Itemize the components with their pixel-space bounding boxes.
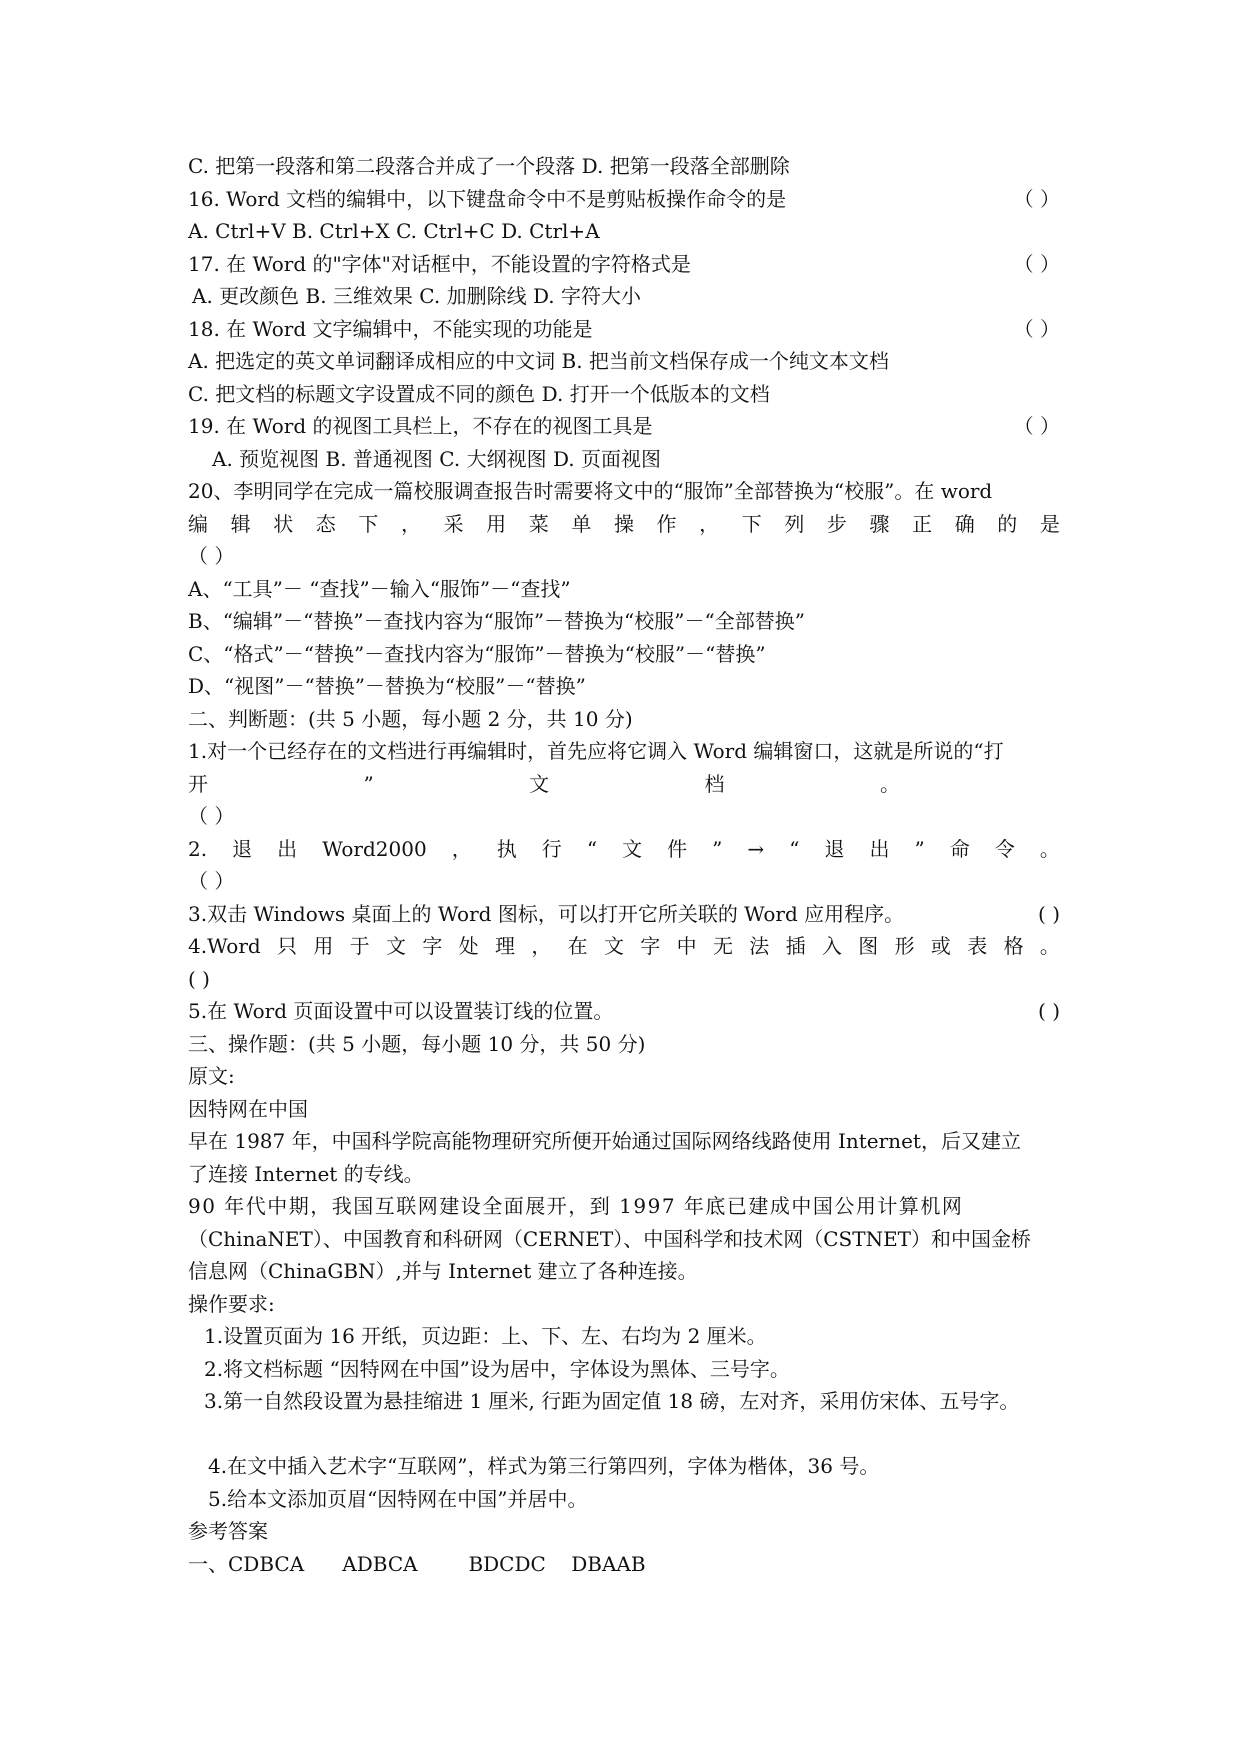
j2-word: ，	[451, 836, 472, 861]
q20-word: 态	[315, 511, 336, 536]
j4-word: 法	[749, 934, 770, 958]
q20-word: 骤	[869, 511, 890, 536]
q20-word: 下	[358, 511, 379, 536]
j4-answer-bracket: ( )	[188, 966, 210, 991]
q18-answer-bracket: （ ）	[1013, 316, 1060, 341]
paragraph-2-line3: 信息网（ChinaGBN）,并与 Internet 建立了各种连接。	[188, 1259, 698, 1283]
q20-option-d: D、“视图”－“替换”－替换为“校服”－“替换”	[188, 674, 586, 698]
document-page	[188, 150, 1060, 1580]
j2-word: 出	[277, 836, 298, 861]
q20-option-b: B、“编辑”－“替换”－查找内容为“服饰”－替换为“校服”－“全部替换”	[188, 609, 805, 633]
q20-word: 列	[784, 511, 805, 536]
blank-line	[188, 1418, 1060, 1451]
j1-word: ”	[363, 771, 374, 796]
q18-option-ab: A. 把选定的英文单词翻译成相应的中文词 B. 把当前文档保存成一个纯文本文档	[188, 349, 889, 373]
q20-stem-line1: 20、李明同学在完成一篇校服调查报告时需要将文中的“服饰”全部替换为“校服”。在 word	[188, 479, 993, 503]
q20-word: 正	[912, 511, 933, 536]
j2-word: “	[789, 836, 800, 861]
j2-answer-bracket: （ ）	[188, 869, 235, 893]
j2-word: 出	[869, 836, 890, 861]
j4-word: 中	[676, 934, 697, 958]
j5-line	[188, 995, 1060, 1028]
q18-option-cd: C. 把文档的标题文字设置成不同的颜色 D. 打开一个低版本的文档	[188, 381, 770, 406]
j4-word: 表	[967, 934, 988, 958]
paragraph-2-line2: （ChinaNET）、中国教育和科研网（CERNET）、中国科学和技术网（CSTNET）和中国金桥	[188, 1226, 1032, 1251]
original-label: 原文:	[188, 1064, 235, 1088]
q19-options: A. 预览视图 B. 普通视图 C. 大纲视图 D. 页面视图	[212, 446, 661, 471]
q20-answer-bracket: （ ）	[188, 544, 235, 568]
q20-word: 是	[1039, 511, 1060, 536]
j2-word: 文	[622, 836, 643, 861]
q16-stem-text: 16. Word 文档的编辑中，以下键盘命令中不是剪贴板操作命令的是	[188, 186, 787, 211]
q20-word: 的	[997, 511, 1018, 536]
q16-options: A. Ctrl+V B. Ctrl+X C. Ctrl+C D. Ctrl+A	[188, 219, 600, 243]
j4-word: 处	[458, 934, 479, 958]
j2-word: →	[747, 836, 765, 861]
q20-word: 采	[443, 511, 464, 536]
j5-text: 5.在 Word 页面设置中可以设置装订线的位置。	[188, 999, 614, 1023]
requirements-label: 操作要求:	[188, 1291, 275, 1316]
q20-word: 下	[741, 511, 762, 536]
requirement-5: 5.给本文添加页眉“因特网在中国”并居中。	[208, 1486, 588, 1511]
j4-word: 无	[712, 934, 733, 958]
q19-stem	[188, 410, 1060, 443]
q20-word: 单	[571, 511, 592, 536]
j4-word: 入	[821, 934, 842, 958]
j4-word: 在	[567, 934, 588, 958]
j2-word: 2.	[188, 836, 208, 861]
j1-line2	[188, 768, 1060, 801]
j4-word: 格	[1003, 934, 1024, 958]
j2-word: 退	[824, 836, 845, 861]
j4-word: 文	[386, 934, 406, 958]
j2-word: ”	[712, 836, 723, 861]
j2-line1	[188, 833, 1060, 866]
j4-line1	[188, 930, 1060, 963]
requirement-2: 2.将文档标题 “因特网在中国”设为居中，字体设为黑体、三号字。	[204, 1356, 790, 1381]
j4-word: 插	[785, 934, 806, 958]
q20-word: 操	[613, 511, 634, 536]
j3-text: 3.双击 Windows 桌面上的 Word 图标，可以打开它所关联的 Word 应用程序。	[188, 901, 905, 926]
q19-answer-bracket: （ ）	[1013, 414, 1060, 438]
j2-word: 。	[1039, 836, 1060, 861]
q16-stem	[188, 183, 1060, 216]
j1-line1: 1.对一个已经存在的文档进行再编辑时，首先应将它调入 Word 编辑窗口，这就是所说的“打	[188, 739, 1004, 763]
j2-word: 执	[496, 836, 517, 861]
section-operation-title: 三、操作题：(共 5 小题，每小题 10 分，共 50 分)	[188, 1031, 646, 1056]
q20-word: 用	[486, 511, 507, 536]
j2-word: 件	[667, 836, 688, 861]
q20-word: 菜	[528, 511, 549, 536]
j4-word: 文	[603, 934, 624, 958]
q20-word: 状	[273, 511, 294, 536]
q20-stem-line2	[188, 508, 1060, 541]
q18-stem	[188, 313, 1060, 346]
q20-word: 辑	[230, 511, 251, 536]
q15-option-cd: C. 把第一段落和第二段落合并成了一个段落 D. 把第一段落全部删除	[188, 154, 790, 178]
j1-word: 。	[879, 771, 900, 796]
q20-option-a: A、“工具”－ “查找”－输入“服饰”－“查找”	[188, 576, 571, 601]
q20-word: 编	[188, 511, 208, 536]
j4-word: 字	[422, 934, 443, 958]
j4-word: 形	[894, 934, 915, 958]
j4-word: 理	[494, 934, 515, 958]
q18-stem-text: 18. 在 Word 文字编辑中，不能实现的功能是	[188, 316, 593, 341]
j2-word: 令	[994, 836, 1015, 861]
q17-answer-bracket: （ ）	[1013, 251, 1060, 276]
q20-word: ，	[400, 511, 421, 536]
q19-stem-text: 19. 在 Word 的视图工具栏上，不存在的视图工具是	[188, 414, 653, 438]
paragraph-1-line1: 早在 1987 年，中国科学院高能物理研究所便开始通过国际网络线路使用 Internet，后又建立	[188, 1129, 1021, 1153]
q17-options: A. 更改颜色 B. 三维效果 C. 加删除线 D. 字符大小	[192, 284, 641, 308]
paragraph-1-line2: 了连接 Internet 的专线。	[188, 1161, 424, 1186]
j4-word: 用	[313, 934, 334, 958]
q17-stem-text: 17. 在 Word 的"字体"对话框中，不能设置的字符格式是	[188, 251, 691, 276]
j2-word: 退	[232, 836, 253, 861]
j5-answer-bracket: ( )	[1038, 999, 1060, 1023]
q20-word: 步	[826, 511, 847, 536]
j4-word: 图	[858, 934, 879, 958]
j1-word: 档	[704, 771, 725, 796]
j2-word: Word2000	[322, 836, 427, 861]
q17-stem	[188, 248, 1060, 281]
answers-label: 参考答案	[188, 1519, 268, 1543]
j4-word: 4.Word	[188, 934, 261, 958]
q20-word: ，	[699, 511, 720, 536]
answers-line: 一、CDBCA ADBCA BDCDC DBAAB	[188, 1551, 646, 1576]
requirement-4: 4.在文中插入艺术字“互联网”，样式为第三行第四列，字体为楷体，36 号。	[208, 1454, 880, 1478]
j4-word: 或	[930, 934, 951, 958]
j4-word: 字	[640, 934, 661, 958]
requirement-1: 1.设置页面为 16 开纸，页边距：上、下、左、右均为 2 厘米。	[204, 1324, 767, 1348]
j4-word: 只	[277, 934, 298, 958]
j1-word: 开	[188, 771, 208, 796]
j1-answer-bracket: （ ）	[188, 804, 235, 828]
requirement-3: 3.第一自然段设置为悬挂缩进 1 厘米, 行距为固定值 18 磅，左对齐，采用仿宋体、五号字。	[204, 1389, 1020, 1413]
paragraph-2-line1: 90 年代中期，我国互联网建设全面展开，到 1997 年底已建成中国公用计算机网	[188, 1194, 964, 1218]
j2-word: “	[586, 836, 598, 861]
q20-word: 确	[954, 511, 975, 536]
j3-line	[188, 898, 1060, 931]
j2-word: 命	[949, 836, 970, 861]
article-title: 因特网在中国	[188, 1096, 308, 1121]
j4-word: 于	[349, 934, 370, 958]
j4-word: 。	[1039, 934, 1060, 958]
q20-word: 作	[656, 511, 677, 536]
j3-answer-bracket: ( )	[1038, 901, 1060, 926]
q20-option-c: C、“格式”－“替换”－查找内容为“服饰”－替换为“校服”－“替换”	[188, 641, 766, 666]
q16-answer-bracket: （ ）	[1013, 186, 1060, 211]
j2-word: 行	[541, 836, 562, 861]
j4-word: ，	[531, 934, 552, 958]
j1-word: 文	[529, 771, 550, 796]
j2-word: ”	[914, 836, 925, 861]
section-true-false-title: 二、判断题：(共 5 小题，每小题 2 分，共 10 分)	[188, 706, 633, 731]
